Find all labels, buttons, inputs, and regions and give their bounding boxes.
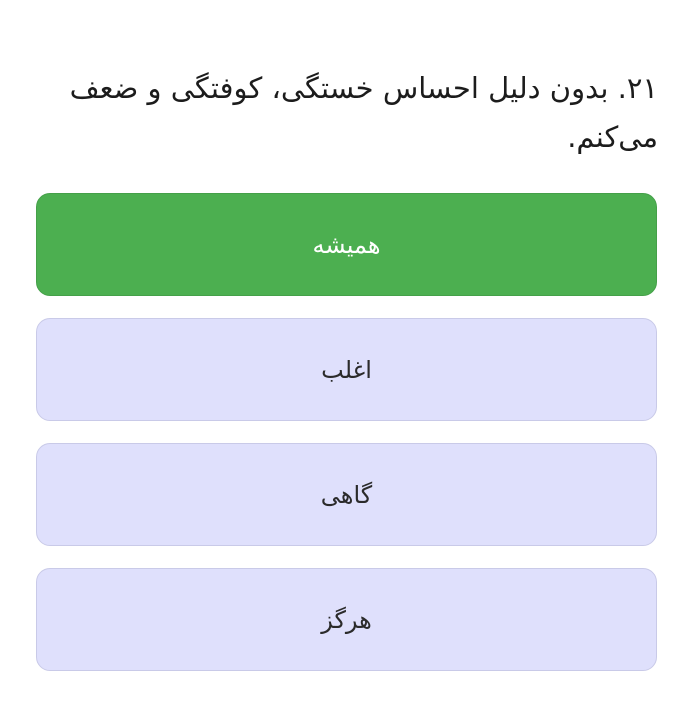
question-text: ۲۱. بدون دلیل احساس خستگی، کوفتگی و ضعف می‌کنم. (69, 71, 658, 154)
option-never-button[interactable]: هرگز (36, 568, 657, 671)
option-sometimes-button[interactable]: گاهی (36, 443, 657, 546)
option-often-button[interactable]: اغلب (36, 318, 657, 421)
answer-options (36, 193, 657, 693)
option-always-button[interactable]: همیشه (36, 193, 657, 296)
